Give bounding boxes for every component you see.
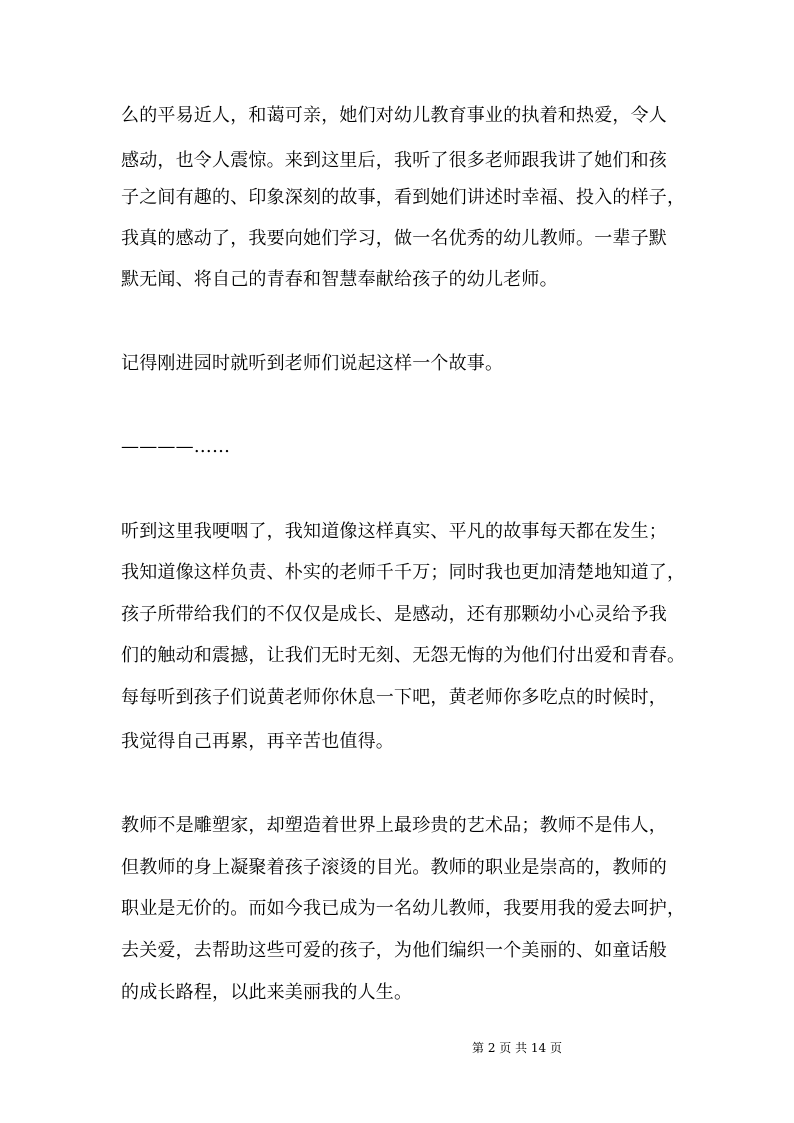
paragraph-1-line-5: 默无闻、将自己的青春和智慧奉献给孩子的幼儿老师。 (121, 269, 558, 290)
paragraph-4-line-3: 孩子所带给我们的不仅仅是成长、是感动，还有那颗幼小心灵给予我 (121, 604, 667, 625)
paragraph-3-line-1: ————…… (121, 436, 231, 457)
paragraph-1-line-2: 感动，也令人震惊。来到这里后，我听了很多老师跟我讲了她们和孩 (121, 150, 667, 171)
paragraph-4-line-6: 我觉得自己再累，再辛苦也值得。 (121, 731, 394, 752)
paragraph-1-line-3: 子之间有趣的、印象深刻的故事，看到她们讲述时幸福、投入的样子， (121, 187, 686, 208)
paragraph-4-line-2: 我知道像这样负责、朴实的老师千千万；同时我也更加清楚地知道了， (121, 562, 686, 583)
paragraph-5-line-1: 教师不是雕塑家，却塑造着世界上最珍贵的艺术品；教师不是伟人， (121, 815, 667, 836)
paragraph-4-line-5: 每每听到孩子们说黄老师你休息一下吧，黄老师你多吃点的时候时， (121, 687, 667, 708)
paragraph-1-line-4: 我真的感动了，我要向她们学习，做一名优秀的幼儿教师。一辈子默 (121, 228, 667, 249)
paragraph-1-line-1: 么的平易近人，和蔼可亲，她们对幼儿教育事业的执着和热爱，令人 (121, 105, 667, 126)
page-number-footer: 第 2 页 共 14 页 (472, 1041, 562, 1055)
paragraph-2-line-1: 记得刚进园时就听到老师们说起这样一个故事。 (121, 353, 504, 374)
paragraph-5-line-2: 但教师的身上凝聚着孩子滚烫的目光。教师的职业是崇高的，教师的 (121, 857, 667, 878)
paragraph-4-line-1: 听到这里我哽咽了，我知道像这样真实、平凡的故事每天都在发生； (121, 521, 667, 542)
paragraph-5-line-3: 职业是无价的。而如今我已成为一名幼儿教师，我要用我的爱去呵护， (121, 898, 686, 919)
paragraph-4-line-4: 们的触动和震撼，让我们无时无刻、无怨无悔的为他们付出爱和青春。 (121, 645, 686, 666)
paragraph-5-line-5: 的成长路程，以此来美丽我的人生。 (121, 982, 413, 1003)
paragraph-5-line-4: 去关爱，去帮助这些可爱的孩子，为他们编织一个美丽的、如童话般 (121, 940, 667, 961)
